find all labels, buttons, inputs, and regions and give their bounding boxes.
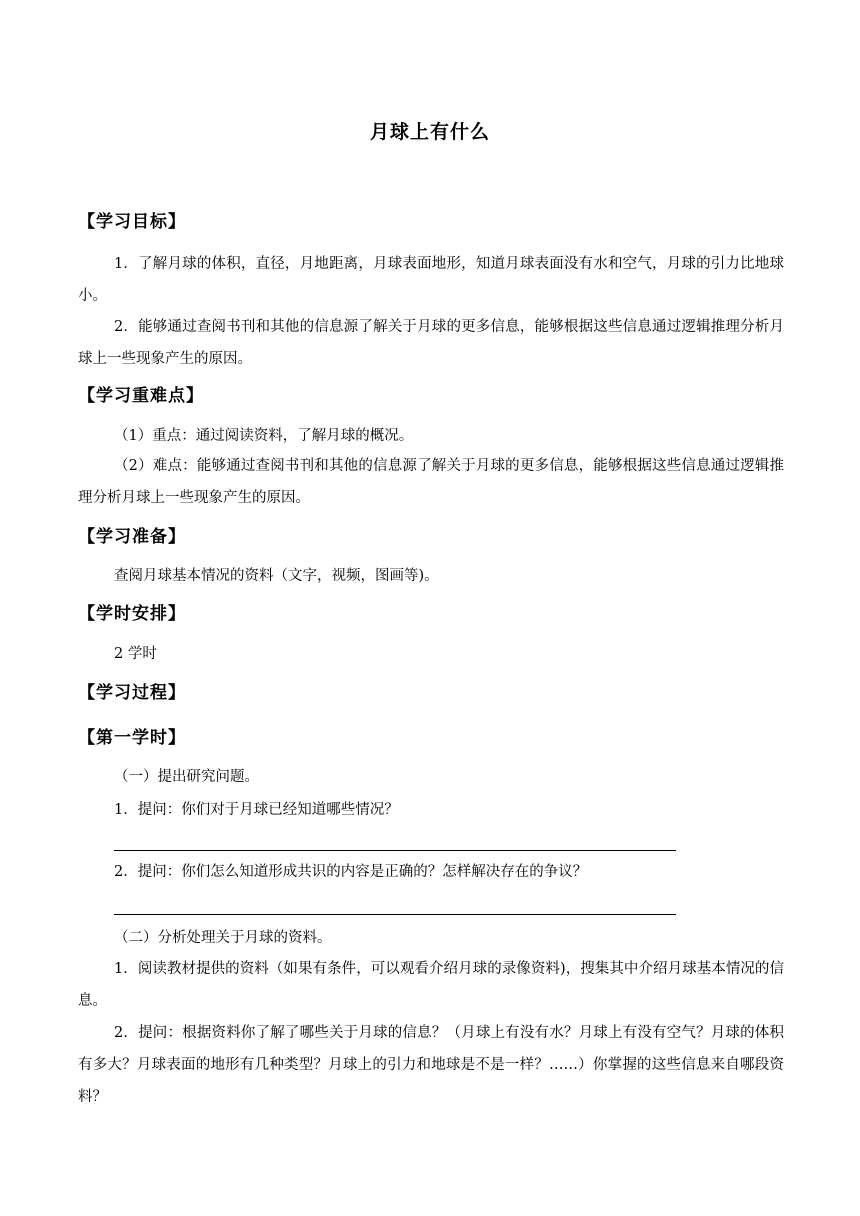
answer-line-2	[114, 914, 676, 915]
question-2: 2．提问：你们怎么知道形成共识的内容是正确的？怎样解决存在的争议？	[114, 864, 588, 880]
heading-process: 【学习过程】	[78, 683, 186, 703]
goals-paragraph-1: 1．了解月球的体积，直径，月地距离，月球表面地形，知道月球表面没有水和空气，月球的引力比地球小。	[78, 256, 784, 304]
keypoints-focus: （1）重点：通过阅读资料，了解月球的概况。	[114, 428, 414, 444]
heading-schedule: 【学时安排】	[78, 604, 186, 624]
preparation-text: 查阅月球基本情况的资料（文字，视频，图画等)。	[114, 568, 439, 584]
keypoints-difficulty: （2）难点：能够通过查阅书刊和其他的信息源了解关于月球的更多信息，能够根据这些信息通过逻辑推理分析月球上一些现象产生的原因。	[78, 458, 784, 506]
step-2-title: （二）分析处理关于月球的资料。	[114, 930, 332, 946]
heading-learning-goals: 【学习目标】	[78, 212, 186, 232]
answer-line-1	[114, 850, 676, 851]
activity-2: 2．提问：根据资料你了解了哪些关于月球的信息？（月球上有没有水？月球上有没有空气？月球的体积有多大？月球表面的地形有几种类型？月球上的引力和地球是不是一样？……）你掌握的这些信息来自哪段资料？	[78, 1025, 784, 1105]
goals-paragraph-2: 2．能够通过查阅书刊和其他的信息源了解关于月球的更多信息，能够根据这些信息通过逻辑推理分析月球上一些现象产生的原因。	[78, 319, 784, 367]
question-1: 1．提问：你们对于月球已经知道哪些情况？	[114, 802, 399, 818]
schedule-text: 2 学时	[114, 646, 157, 662]
heading-key-points: 【学习重难点】	[78, 386, 204, 406]
step-1-title: （一）提出研究问题。	[114, 769, 259, 785]
heading-first-period: 【第一学时】	[78, 728, 186, 748]
activity-1: 1．阅读教材提供的资料（如果有条件，可以观看介绍月球的录像资料)，搜集其中介绍月球基本情况的信息。	[78, 961, 784, 1009]
heading-preparation: 【学习准备】	[78, 527, 186, 547]
page-title: 月球上有什么	[369, 121, 490, 143]
